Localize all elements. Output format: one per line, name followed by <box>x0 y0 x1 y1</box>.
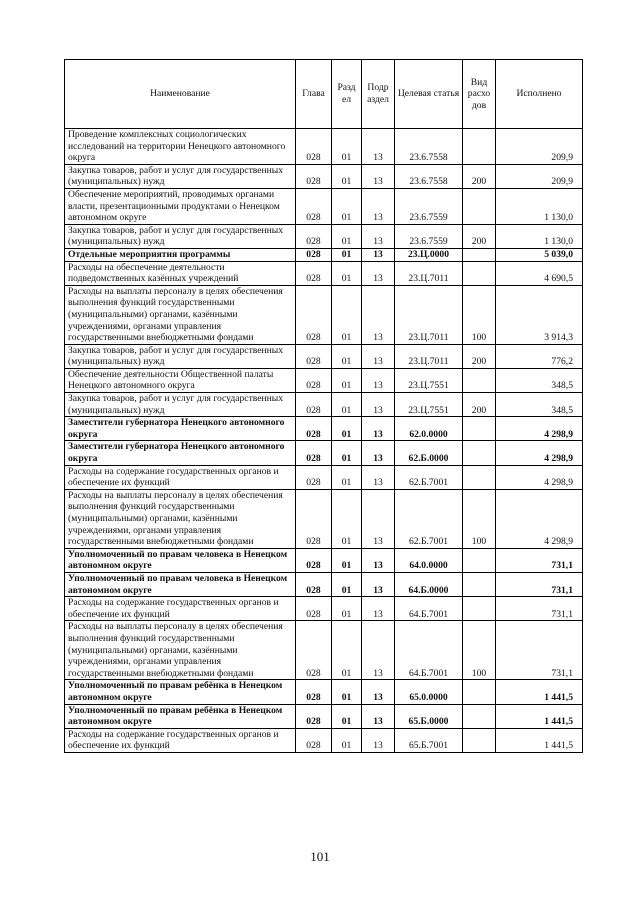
cell-name: Уполномоченный по правам ребёнка в Ненецком автономном округе <box>65 680 296 704</box>
cell-podrazdel: 13 <box>362 441 395 465</box>
cell-razdel: 01 <box>332 344 362 368</box>
table-row <box>65 621 583 680</box>
cell-podrazdel: 13 <box>362 465 395 489</box>
cell-amount: 3 914,3 <box>496 285 583 344</box>
cell-glava: 028 <box>296 680 332 704</box>
cell-name: Расходы на выплаты персоналу в целях обеспечения выполнения функций государственными (муниципальными) органами, казёнными учреждениями, органами управления государственными внебюджетными фондами <box>65 489 296 548</box>
cell-name: Закупка товаров, работ и услуг для государственных (муниципальных) нужд <box>65 164 296 188</box>
cell-name: Уполномоченный по правам ребёнка в Ненецком автономном округе <box>65 704 296 728</box>
cell-razdel: 01 <box>332 417 362 441</box>
cell-glava: 028 <box>296 572 332 596</box>
cell-name: Расходы на содержание государственных органов и обеспечение их функций <box>65 728 296 752</box>
header-razdel: Разд ел <box>332 60 362 129</box>
cell-vid <box>463 417 496 441</box>
cell-amount: 4 298,9 <box>496 489 583 548</box>
cell-vid <box>463 680 496 704</box>
cell-statya: 62.Б.7001 <box>395 465 463 489</box>
cell-podrazdel: 13 <box>362 285 395 344</box>
cell-name: Отдельные мероприятия программы <box>65 248 296 261</box>
table-row <box>65 164 583 188</box>
cell-statya: 65.Б.7001 <box>395 728 463 752</box>
cell-amount: 776,2 <box>496 344 583 368</box>
cell-statya: 62.Б.0000 <box>395 441 463 465</box>
cell-statya: 64.Б.7001 <box>395 597 463 621</box>
table-row <box>65 224 583 248</box>
table-header-row <box>65 60 583 129</box>
cell-amount: 5 039,0 <box>496 248 583 261</box>
table-row <box>65 188 583 224</box>
cell-glava: 028 <box>296 465 332 489</box>
cell-name: Закупка товаров, работ и услуг для государственных (муниципальных) нужд <box>65 344 296 368</box>
cell-razdel: 01 <box>332 164 362 188</box>
cell-name: Расходы на выплаты персоналу в целях обеспечения выполнения функций государственными (муниципальными) органами, казёнными учреждениями, органами управления государственными внебюджетными фондами <box>65 621 296 680</box>
budget-execution-table <box>64 59 583 753</box>
cell-vid: 200 <box>463 393 496 417</box>
table-row <box>65 344 583 368</box>
header-podrazdel: Подр аздел <box>362 60 395 129</box>
header-amount: Исполнено <box>496 60 583 129</box>
cell-razdel: 01 <box>332 680 362 704</box>
cell-razdel: 01 <box>332 261 362 285</box>
cell-name: Заместители губернатора Ненецкого автономного округа <box>65 441 296 465</box>
cell-name: Расходы на обеспечение деятельности подведомственных казённых учреждений <box>65 261 296 285</box>
budget-table-container <box>64 59 582 753</box>
cell-razdel: 01 <box>332 393 362 417</box>
cell-razdel: 01 <box>332 465 362 489</box>
cell-name: Закупка товаров, работ и услуг для государственных (муниципальных) нужд <box>65 393 296 417</box>
cell-statya: 65.0.0000 <box>395 680 463 704</box>
table-row <box>65 465 583 489</box>
cell-razdel: 01 <box>332 572 362 596</box>
cell-vid <box>463 572 496 596</box>
cell-amount: 1 441,5 <box>496 704 583 728</box>
cell-vid <box>463 188 496 224</box>
cell-name: Обеспечение мероприятий, проводимых органами власти, презентационными продуктами о Ненецком автономном округе <box>65 188 296 224</box>
cell-amount: 4 298,9 <box>496 441 583 465</box>
cell-amount: 731,1 <box>496 572 583 596</box>
cell-vid <box>463 548 496 572</box>
cell-podrazdel: 13 <box>362 704 395 728</box>
cell-podrazdel: 13 <box>362 621 395 680</box>
header-statya: Целевая статья <box>395 60 463 129</box>
cell-name: Расходы на выплаты персоналу в целях обеспечения выполнения функций государственными (муниципальными) органами, казёнными учреждениями, органами управления государственными внебюджетными фондами <box>65 285 296 344</box>
cell-glava: 028 <box>296 285 332 344</box>
cell-podrazdel: 13 <box>362 393 395 417</box>
cell-vid <box>463 597 496 621</box>
table-row <box>65 129 583 165</box>
cell-statya: 23.Ц.0000 <box>395 248 463 261</box>
cell-statya: 65.Б.0000 <box>395 704 463 728</box>
cell-glava: 028 <box>296 368 332 392</box>
table-row <box>65 441 583 465</box>
cell-name: Уполномоченный по правам человека в Ненецком автономном округе <box>65 548 296 572</box>
cell-amount: 731,1 <box>496 548 583 572</box>
cell-amount: 209,9 <box>496 129 583 165</box>
cell-name: Закупка товаров, работ и услуг для государственных (муниципальных) нужд <box>65 224 296 248</box>
page-number: 101 <box>310 849 330 864</box>
cell-amount: 1 441,5 <box>496 728 583 752</box>
cell-statya: 64.Б.0000 <box>395 572 463 596</box>
cell-glava: 028 <box>296 728 332 752</box>
cell-podrazdel: 13 <box>362 680 395 704</box>
table-row <box>65 704 583 728</box>
table-row <box>65 489 583 548</box>
cell-vid <box>463 728 496 752</box>
table-row <box>65 285 583 344</box>
cell-glava: 028 <box>296 248 332 261</box>
cell-podrazdel: 13 <box>362 489 395 548</box>
cell-podrazdel: 13 <box>362 572 395 596</box>
cell-glava: 028 <box>296 261 332 285</box>
cell-vid: 200 <box>463 224 496 248</box>
cell-statya: 62.Б.7001 <box>395 489 463 548</box>
table-row <box>65 261 583 285</box>
cell-podrazdel: 13 <box>362 548 395 572</box>
cell-podrazdel: 13 <box>362 248 395 261</box>
table-row <box>65 248 583 261</box>
cell-vid <box>463 441 496 465</box>
cell-razdel: 01 <box>332 441 362 465</box>
cell-vid: 100 <box>463 489 496 548</box>
header-glava: Глава <box>296 60 332 129</box>
cell-statya: 23.6.7558 <box>395 129 463 165</box>
cell-glava: 028 <box>296 704 332 728</box>
cell-amount: 1 130,0 <box>496 188 583 224</box>
table-row <box>65 548 583 572</box>
cell-amount: 209,9 <box>496 164 583 188</box>
cell-statya: 23.6.7559 <box>395 188 463 224</box>
cell-vid <box>463 248 496 261</box>
cell-vid <box>463 368 496 392</box>
cell-vid <box>463 465 496 489</box>
cell-podrazdel: 13 <box>362 129 395 165</box>
header-vid: Вид расхо дов <box>463 60 496 129</box>
cell-razdel: 01 <box>332 489 362 548</box>
cell-razdel: 01 <box>332 285 362 344</box>
cell-amount: 731,1 <box>496 621 583 680</box>
cell-podrazdel: 13 <box>362 417 395 441</box>
cell-amount: 4 690,5 <box>496 261 583 285</box>
table-row <box>65 417 583 441</box>
cell-vid: 100 <box>463 621 496 680</box>
cell-amount: 348,5 <box>496 393 583 417</box>
cell-podrazdel: 13 <box>362 224 395 248</box>
table-row <box>65 680 583 704</box>
cell-name: Проведение комплексных социологических исследований на территории Ненецкого автономного округа <box>65 129 296 165</box>
cell-glava: 028 <box>296 224 332 248</box>
cell-razdel: 01 <box>332 597 362 621</box>
cell-statya: 62.0.0000 <box>395 417 463 441</box>
cell-glava: 028 <box>296 188 332 224</box>
cell-amount: 1 441,5 <box>496 680 583 704</box>
table-row <box>65 728 583 752</box>
cell-podrazdel: 13 <box>362 344 395 368</box>
cell-amount: 1 130,0 <box>496 224 583 248</box>
cell-name: Обеспечение деятельности Общественной палаты Ненецкого автономного округа <box>65 368 296 392</box>
cell-vid: 100 <box>463 285 496 344</box>
cell-glava: 028 <box>296 441 332 465</box>
cell-glava: 028 <box>296 164 332 188</box>
cell-podrazdel: 13 <box>362 597 395 621</box>
cell-podrazdel: 13 <box>362 188 395 224</box>
cell-amount: 348,5 <box>496 368 583 392</box>
cell-razdel: 01 <box>332 129 362 165</box>
cell-podrazdel: 13 <box>362 368 395 392</box>
cell-vid <box>463 261 496 285</box>
cell-razdel: 01 <box>332 621 362 680</box>
cell-statya: 64.0.0000 <box>395 548 463 572</box>
cell-vid: 200 <box>463 164 496 188</box>
cell-podrazdel: 13 <box>362 164 395 188</box>
cell-glava: 028 <box>296 597 332 621</box>
cell-name: Расходы на содержание государственных органов и обеспечение их функций <box>65 597 296 621</box>
cell-statya: 23.Ц.7551 <box>395 368 463 392</box>
cell-statya: 23.Ц.7551 <box>395 393 463 417</box>
cell-name: Заместители губернатора Ненецкого автономного округа <box>65 417 296 441</box>
cell-razdel: 01 <box>332 704 362 728</box>
cell-razdel: 01 <box>332 188 362 224</box>
cell-statya: 23.Ц.7011 <box>395 261 463 285</box>
table-body <box>65 129 583 753</box>
cell-razdel: 01 <box>332 224 362 248</box>
cell-statya: 23.Ц.7011 <box>395 344 463 368</box>
cell-razdel: 01 <box>332 368 362 392</box>
table-row <box>65 572 583 596</box>
cell-podrazdel: 13 <box>362 728 395 752</box>
cell-vid <box>463 129 496 165</box>
cell-glava: 028 <box>296 393 332 417</box>
cell-glava: 028 <box>296 548 332 572</box>
cell-amount: 731,1 <box>496 597 583 621</box>
cell-amount: 4 298,9 <box>496 465 583 489</box>
cell-vid <box>463 704 496 728</box>
cell-razdel: 01 <box>332 248 362 261</box>
table-row <box>65 393 583 417</box>
cell-glava: 028 <box>296 417 332 441</box>
cell-podrazdel: 13 <box>362 261 395 285</box>
cell-name: Уполномоченный по правам человека в Ненецком автономном округе <box>65 572 296 596</box>
cell-name: Расходы на содержание государственных органов и обеспечение их функций <box>65 465 296 489</box>
cell-statya: 23.6.7559 <box>395 224 463 248</box>
header-name: Наименование <box>65 60 296 129</box>
cell-razdel: 01 <box>332 548 362 572</box>
table-row <box>65 597 583 621</box>
cell-statya: 23.6.7558 <box>395 164 463 188</box>
cell-glava: 028 <box>296 621 332 680</box>
cell-glava: 028 <box>296 129 332 165</box>
cell-amount: 4 298,9 <box>496 417 583 441</box>
cell-statya: 23.Ц.7011 <box>395 285 463 344</box>
cell-vid: 200 <box>463 344 496 368</box>
cell-glava: 028 <box>296 344 332 368</box>
cell-glava: 028 <box>296 489 332 548</box>
cell-statya: 64.Б.7001 <box>395 621 463 680</box>
cell-razdel: 01 <box>332 728 362 752</box>
table-row <box>65 368 583 392</box>
